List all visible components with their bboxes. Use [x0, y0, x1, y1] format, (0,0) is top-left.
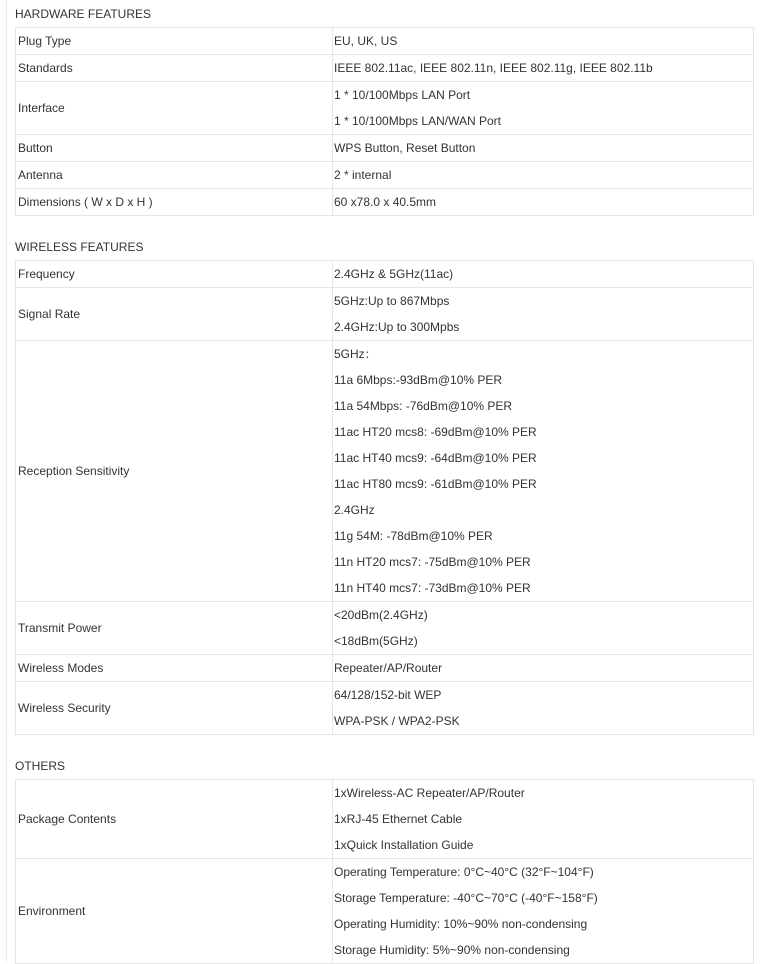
row-label: Reception Sensitivity: [16, 341, 333, 602]
left-divider: [6, 0, 7, 962]
row-label: Transmit Power: [16, 602, 333, 655]
table-row: [16, 55, 754, 82]
table-row: [16, 780, 754, 859]
value-line: 1 * 10/100Mbps LAN/WAN Port: [334, 114, 501, 128]
table-row: [16, 82, 754, 135]
value-line: 2.4GHz & 5GHz(11ac): [334, 267, 454, 281]
row-label: Environment: [16, 859, 333, 964]
value-line: 11n HT20 mcs7: -75dBm@10% PER: [334, 555, 531, 569]
row-value: [333, 162, 754, 189]
spec-table: [15, 779, 754, 964]
spec-table: [15, 260, 754, 735]
row-value: [333, 341, 754, 602]
value-line: <20dBm(2.4GHz): [334, 608, 428, 622]
value-line: 11ac HT40 mcs9: -64dBm@10% PER: [334, 451, 537, 465]
value-line: 60 x78.0 x 40.5mm: [334, 195, 437, 209]
row-value: [333, 655, 754, 682]
table-row: [16, 261, 754, 288]
table-row: [16, 859, 754, 964]
table-row: [16, 655, 754, 682]
value-line: 64/128/152-bit WEP: [334, 688, 442, 702]
value-line: EU, UK, US: [334, 34, 398, 48]
spec-table: [15, 27, 754, 216]
table-row: [16, 341, 754, 602]
value-line: 1xRJ-45 Ethernet Cable: [334, 812, 463, 826]
row-label: Frequency: [16, 261, 333, 288]
row-value: [333, 82, 754, 135]
table-row: [16, 162, 754, 189]
table-row: [16, 28, 754, 55]
value-line: 5GHz：: [334, 347, 377, 361]
row-value: [333, 682, 754, 735]
row-label: Standards: [16, 55, 333, 82]
row-label: Package Contents: [16, 780, 333, 859]
row-label: Wireless Modes: [16, 655, 333, 682]
value-line: 2 * internal: [334, 168, 392, 182]
row-label: Antenna: [16, 162, 333, 189]
section-title: WIRELESS FEATURES: [15, 240, 144, 254]
value-line: 11g 54M: -78dBm@10% PER: [334, 529, 493, 543]
row-value: [333, 859, 754, 964]
table-row: [16, 135, 754, 162]
value-line: 1xWireless-AC Repeater/AP/Router: [334, 786, 525, 800]
value-line: 11ac HT20 mcs8: -69dBm@10% PER: [334, 425, 537, 439]
value-line: Storage Temperature: -40°C~70°C (-40°F~158°F): [334, 891, 598, 905]
value-line: 1xQuick Installation Guide: [334, 838, 474, 852]
table-row: [16, 189, 754, 216]
row-label: Button: [16, 135, 333, 162]
row-value: [333, 28, 754, 55]
row-label: Plug Type: [16, 28, 333, 55]
row-value: [333, 602, 754, 655]
row-value: [333, 288, 754, 341]
row-value: [333, 55, 754, 82]
value-line: 11n HT40 mcs7: -73dBm@10% PER: [334, 581, 531, 595]
value-line: 11a 54Mbps: -76dBm@10% PER: [334, 399, 513, 413]
value-line: 5GHz:Up to 867Mbps: [334, 294, 450, 308]
table-row: [16, 288, 754, 341]
row-value: [333, 261, 754, 288]
section-title: HARDWARE FEATURES: [15, 7, 152, 21]
row-value: [333, 780, 754, 859]
row-label: Signal Rate: [16, 288, 333, 341]
value-line: 2.4GHz:Up to 300Mpbs: [334, 320, 460, 334]
row-label: Dimensions ( W x D x H ): [16, 189, 333, 216]
row-value: [333, 135, 754, 162]
section-title: OTHERS: [15, 759, 66, 773]
value-line: Storage Humidity: 5%~90% non-condensing: [334, 943, 570, 957]
value-line: 11a 6Mbps:-93dBm@10% PER: [334, 373, 503, 387]
row-label: Interface: [16, 82, 333, 135]
value-line: Operating Humidity: 10%~90% non-condensing: [334, 917, 588, 931]
value-line: 11ac HT80 mcs9: -61dBm@10% PER: [334, 477, 537, 491]
table-row: [16, 602, 754, 655]
table-row: [16, 682, 754, 735]
value-line: WPS Button, Reset Button: [334, 141, 476, 155]
row-label: Wireless Security: [16, 682, 333, 735]
value-line: Operating Temperature: 0°C~40°C (32°F~104°F): [334, 865, 594, 879]
value-line: 1 * 10/100Mbps LAN Port: [334, 88, 471, 102]
row-value: [333, 189, 754, 216]
value-line: <18dBm(5GHz): [334, 634, 418, 648]
value-line: WPA-PSK / WPA2-PSK: [334, 714, 460, 728]
value-line: 2.4GHz: [334, 503, 375, 517]
value-line: Repeater/AP/Router: [334, 661, 443, 675]
value-line: IEEE 802.11ac, IEEE 802.11n, IEEE 802.11g, IEEE 802.11b: [334, 61, 653, 75]
